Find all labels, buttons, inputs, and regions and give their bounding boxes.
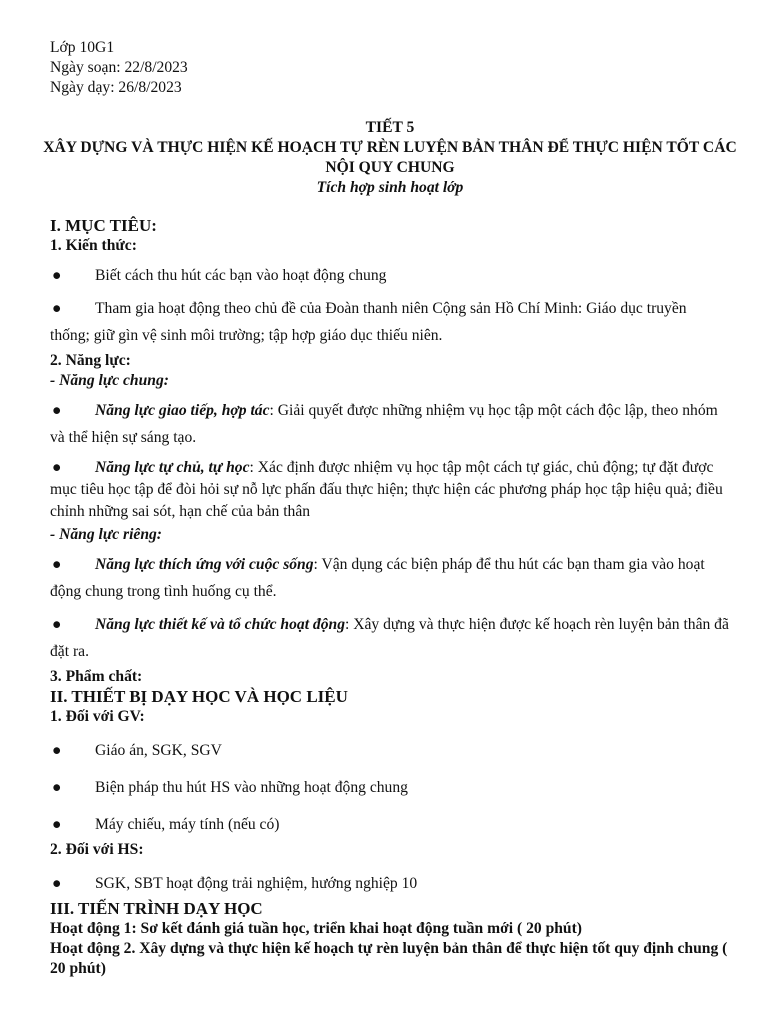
quality-heading: 3. Phẩm chất: — [50, 668, 143, 685]
bullet-icon: ● — [52, 402, 62, 419]
activity-1: Hoạt động 1: Sơ kết đánh giá tuần học, triển khai hoạt động tuần mới ( 20 phút) — [50, 920, 582, 937]
lesson-number: TIẾT 5 — [365, 119, 415, 136]
list-item: ● Biện pháp thu hút HS vào những hoạt động chung — [50, 774, 730, 801]
competence-heading: 2. Năng lực: — [50, 352, 131, 369]
bullet-icon: ● — [52, 779, 62, 796]
bullet-icon: ● — [52, 816, 62, 833]
list-item: ● Năng lực thích ứng với cuộc sống: Vận dụng các biện pháp để thu hút các bạn tham gia vào hoạt động chung trong tình huống cụ thể. — [50, 551, 730, 605]
list-item: ● Năng lực thiết kế và tổ chức hoạt động: Xây dựng và thực hiện được kế hoạch rèn luyện bản thân đã đặt ra. — [50, 611, 730, 665]
list-item: ● Biết cách thu hút các bạn vào hoạt động chung — [50, 262, 730, 289]
teach-date: Ngày dạy: 26/8/2023 — [50, 79, 182, 96]
list-item: ● Máy chiếu, máy tính (nếu có) — [50, 811, 730, 838]
prep-date: Ngày soạn: 22/8/2023 — [50, 59, 188, 76]
list-item: ● SGK, SBT hoạt động trải nghiệm, hướng nghiệp 10 — [50, 870, 730, 897]
list-item: ● Tham gia hoạt động theo chủ đề của Đoàn thanh niên Cộng sản Hồ Chí Minh: Giáo dục truyền thống; giữ gìn vệ sinh môi trường; tập hợp giáo dục thiếu niên. — [50, 295, 730, 349]
bullet-icon: ● — [52, 267, 62, 284]
lesson-title: XÂY DỰNG VÀ THỰC HIỆN KẾ HOẠCH TỰ RÈN LUYỆN BẢN THÂN ĐỂ THỰC HIỆN TỐT CÁC NỘI QUY CHUNG — [43, 139, 737, 176]
teacher-heading: 1. Đối với GV: — [50, 708, 145, 725]
specific-competence-heading: - Năng lực riêng: — [50, 526, 162, 543]
bullet-icon: ● — [52, 616, 62, 633]
student-heading: 2. Đối với HS: — [50, 841, 144, 858]
bullet-icon: ● — [52, 742, 62, 759]
lesson-subtitle: Tích hợp sinh hoạt lớp — [316, 179, 464, 196]
general-competence-heading: - Năng lực chung: — [50, 372, 169, 389]
section-equipment-heading: II. THIẾT BỊ DẠY HỌC VÀ HỌC LIỆU — [50, 687, 348, 706]
bullet-icon: ● — [52, 459, 62, 476]
class-line: Lớp 10G1 — [50, 39, 115, 56]
bullet-icon: ● — [52, 875, 62, 892]
list-item: ● Giáo án, SGK, SGV — [50, 737, 730, 764]
document-header — [50, 38, 188, 98]
document-body — [50, 216, 730, 979]
list-item: ● Năng lực giao tiếp, hợp tác: Giải quyết được những nhiệm vụ học tập một cách độc lập, theo nhóm và thể hiện sự sáng tạo. — [50, 397, 730, 451]
lesson-title-block — [40, 118, 740, 198]
knowledge-heading: 1. Kiến thức: — [50, 237, 137, 254]
list-item: ● Năng lực tự chủ, tự học: Xác định được nhiệm vụ học tập một cách tự giác, chủ động; tự đặt được mục tiêu học tập để đòi hỏi sự nỗ lực phấn đấu thực hiện; thực hiện các phương pháp học tập hiệu quả; điều chỉnh những sai sót, hạn chế của bản thân — [50, 459, 723, 520]
activity-2: Hoạt động 2. Xây dựng và thực hiện kế hoạch tự rèn luyện bản thân để thực hiện tốt quy định chung ( 20 phút) — [50, 940, 728, 977]
bullet-icon: ● — [52, 300, 62, 317]
bullet-icon: ● — [52, 556, 62, 573]
section-objectives-heading: I. MỤC TIÊU: — [50, 216, 157, 235]
section-process-heading: III. TIẾN TRÌNH DẠY HỌC — [50, 899, 263, 918]
